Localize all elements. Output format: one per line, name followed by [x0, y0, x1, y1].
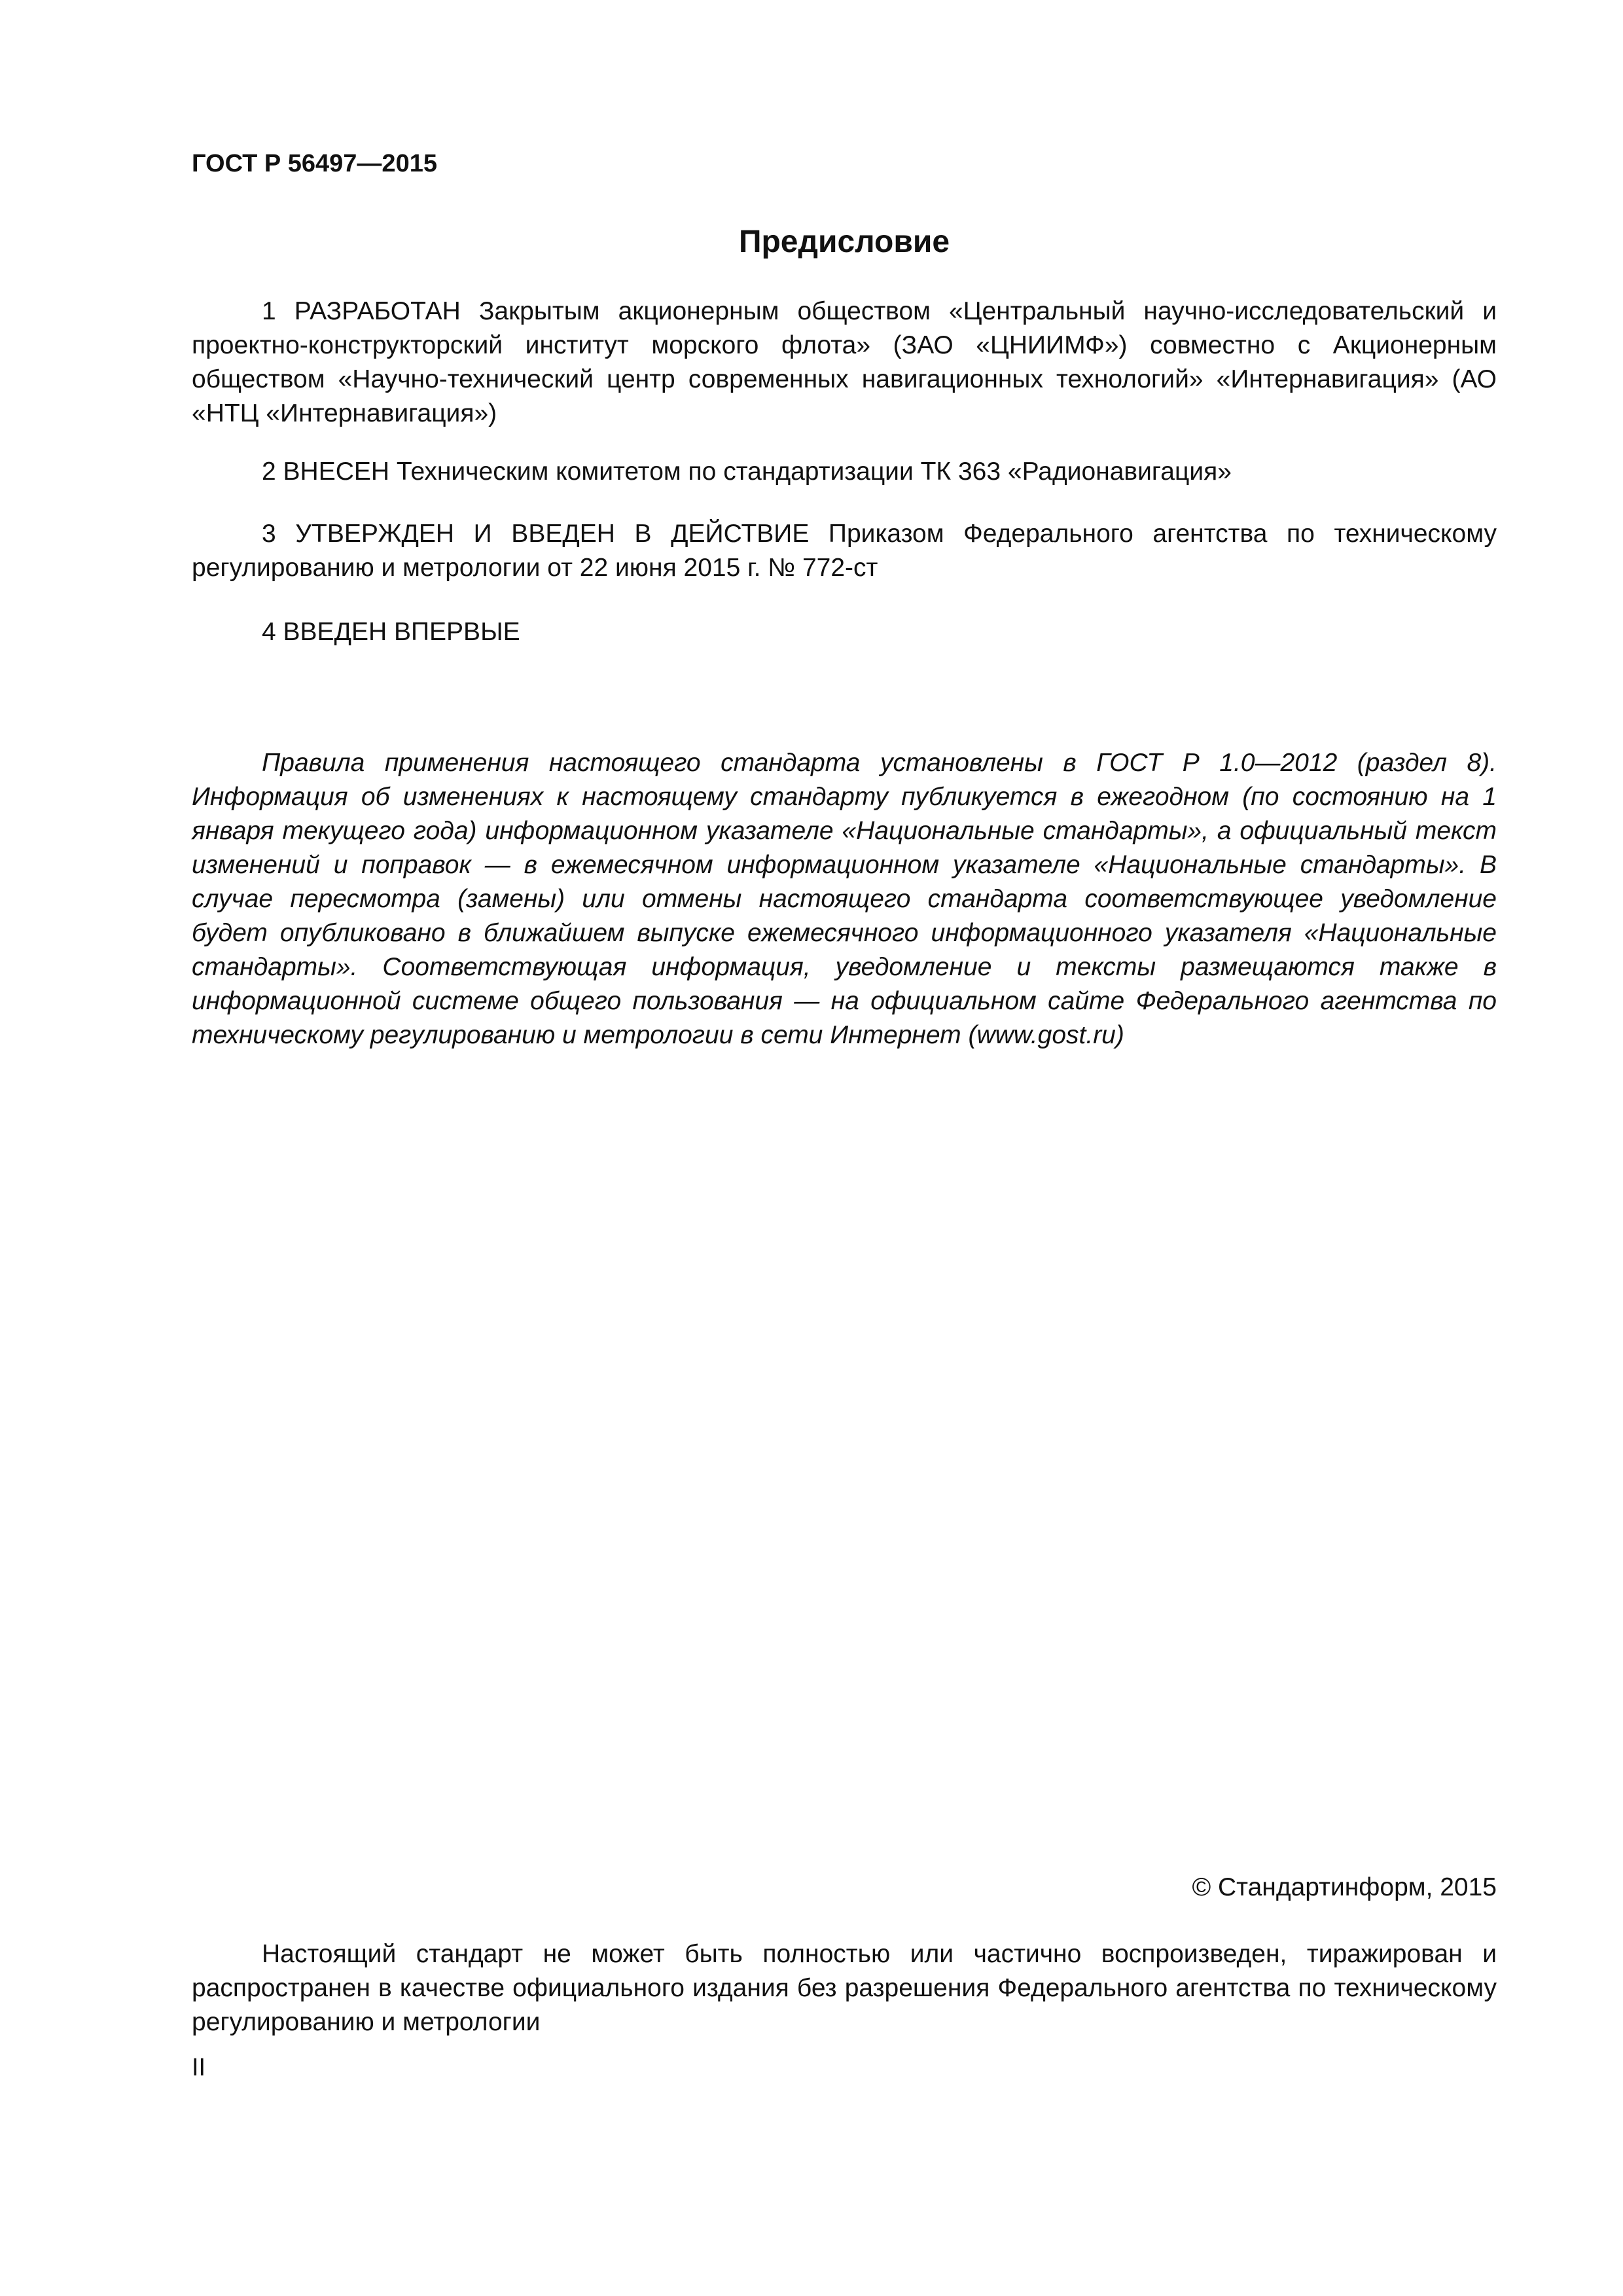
copyright-line: © Стандартинформ, 2015: [1192, 1873, 1497, 1901]
page-number: II: [192, 2054, 206, 2081]
application-rules-paragraph: [192, 746, 1497, 1052]
preface-item-text: 4 ВВЕДЕН ВПЕРВЫЕ: [262, 618, 520, 646]
preface-item-1: [192, 295, 1497, 431]
application-rules-text: Правила применения настоящего стандарта установлены в ГОСТ Р 1.0—2012 (раздел 8). Информация об изменениях к настоящему стандарту публикуется в ежегодном (по состоянию на 1 января текущего года) информационном указателе «Национальные стандарты», а официальный текст изменений и поправок — в ежемесячном информационном указателе «Национальные стандарты». В случае пересмотра (замены) или отмены настоящего стандарта соответствующее уведомление будет опубликовано в ближайшем выпуске ежемесячного информационного указателя «Национальные стандарты». Соответствующая информация, уведомление и тексты размещаются также в информационной системе общего пользования — на официальном сайте Федерального агентства по техническому регулированию и метрологии в сети Интернет (www.gost.ru): [192, 749, 1497, 1049]
preface-item-3: [192, 517, 1497, 585]
preface-item-4: [192, 615, 1497, 649]
preface-item-2: [192, 455, 1497, 489]
reproduction-notice: [192, 1937, 1497, 2039]
preface-item-text: 1 РАЗРАБОТАН Закрытым акционерным обществом «Центральный научно-исследовательский и проектно-конструкторский институт морского флота» (ЗАО «ЦНИИМФ») совместно с Акционерным обществом «Научно-технический центр современных навигационных технологий» «Интернавигация» (АО «НТЦ «Интернавигация»): [192, 297, 1497, 427]
preface-item-text: 2 ВНЕСЕН Техническим комитетом по стандартизации ТК 363 «Радионавигация»: [262, 457, 1232, 486]
reproduction-notice-text: Настоящий стандарт не может быть полностью или частично воспроизведен, тиражирован и распространен в качестве официального издания без разрешения Федерального агентства по техническому регулированию и метрологии: [192, 1940, 1497, 2036]
document-code: ГОСТ Р 56497—2015: [192, 150, 437, 177]
preface-item-text: 3 УТВЕРЖДЕН И ВВЕДЕН В ДЕЙСТВИЕ Приказом Федерального агентства по техническому регулированию и метрологии от 22 июня 2015 г. № 772-ст: [192, 520, 1497, 582]
page-title: Предисловие: [738, 224, 950, 259]
